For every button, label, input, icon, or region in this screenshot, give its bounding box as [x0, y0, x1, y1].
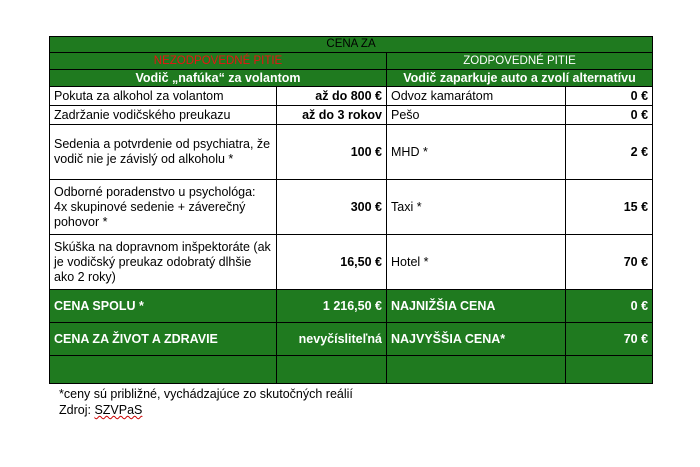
total-right-value: 70 €: [566, 323, 653, 356]
left-value: 300 €: [277, 180, 387, 235]
title-row: [50, 37, 653, 53]
irresponsible-subheader: Vodič „nafúka“ za volantom: [50, 70, 387, 87]
total-left-label: CENA SPOLU *: [50, 290, 277, 323]
right-item: Hotel *: [387, 235, 566, 290]
right-value: 15 €: [566, 180, 653, 235]
table-row: [50, 235, 653, 290]
total-left-label: CENA ZA ŽIVOT A ZDRAVIE: [50, 323, 277, 356]
footnote: [59, 386, 353, 418]
total-right-label: NAJVYŠŠIA CENA*: [387, 323, 566, 356]
source-label: Zdroj:: [59, 403, 95, 417]
table-row: [50, 125, 653, 180]
subheader-row: [50, 70, 653, 87]
source-line: [59, 402, 353, 418]
total-row: [50, 290, 653, 323]
empty-green-row: [50, 356, 653, 384]
table-row: [50, 87, 653, 106]
price-note: *ceny sú približné, vychádzajúce zo skutočných reálií: [59, 387, 353, 401]
responsible-header: ZODPOVEDNÉ PITIE: [387, 53, 653, 70]
irresponsible-header: NEZODPOVEDNÉ PITIE: [50, 53, 387, 70]
left-item: Sedenia a potvrdenie od psychiatra, že vodič nie je závislý od alkoholu *: [50, 125, 277, 180]
total-right-label: NAJNIŽŠIA CENA: [387, 290, 566, 323]
left-item: Odborné poradenstvo u psychológa: 4x skupinové sedenie + záverečný pohovor *: [50, 180, 277, 235]
left-value: až do 3 rokov: [277, 106, 387, 125]
left-item: Skúška na dopravnom inšpektoráte (ak je vodičský preukaz odobratý dlhšie ako 2 roky): [50, 235, 277, 290]
left-value: až do 800 €: [277, 87, 387, 106]
total-left-value: 1 216,50 €: [277, 290, 387, 323]
source-name: SZVPaS: [94, 403, 143, 417]
right-value: 2 €: [566, 125, 653, 180]
right-item: Odvoz kamarátom: [387, 87, 566, 106]
right-item: Pešo: [387, 106, 566, 125]
right-value: 0 €: [566, 87, 653, 106]
header-row: [50, 53, 653, 70]
left-value: 100 €: [277, 125, 387, 180]
total-right-value: 0 €: [566, 290, 653, 323]
table-title: CENA ZA: [50, 37, 653, 53]
left-item: Zadržanie vodičského preukazu: [50, 106, 277, 125]
total-row: [50, 323, 653, 356]
left-value: 16,50 €: [277, 235, 387, 290]
table-row: [50, 106, 653, 125]
cost-comparison-table: [49, 36, 653, 384]
total-left-value: nevyčísliteľná: [277, 323, 387, 356]
right-item: Taxi *: [387, 180, 566, 235]
right-value: 0 €: [566, 106, 653, 125]
table-row: [50, 180, 653, 235]
right-item: MHD *: [387, 125, 566, 180]
left-item: Pokuta za alkohol za volantom: [50, 87, 277, 106]
right-value: 70 €: [566, 235, 653, 290]
responsible-subheader: Vodič zaparkuje auto a zvolí alternatívu: [387, 70, 653, 87]
